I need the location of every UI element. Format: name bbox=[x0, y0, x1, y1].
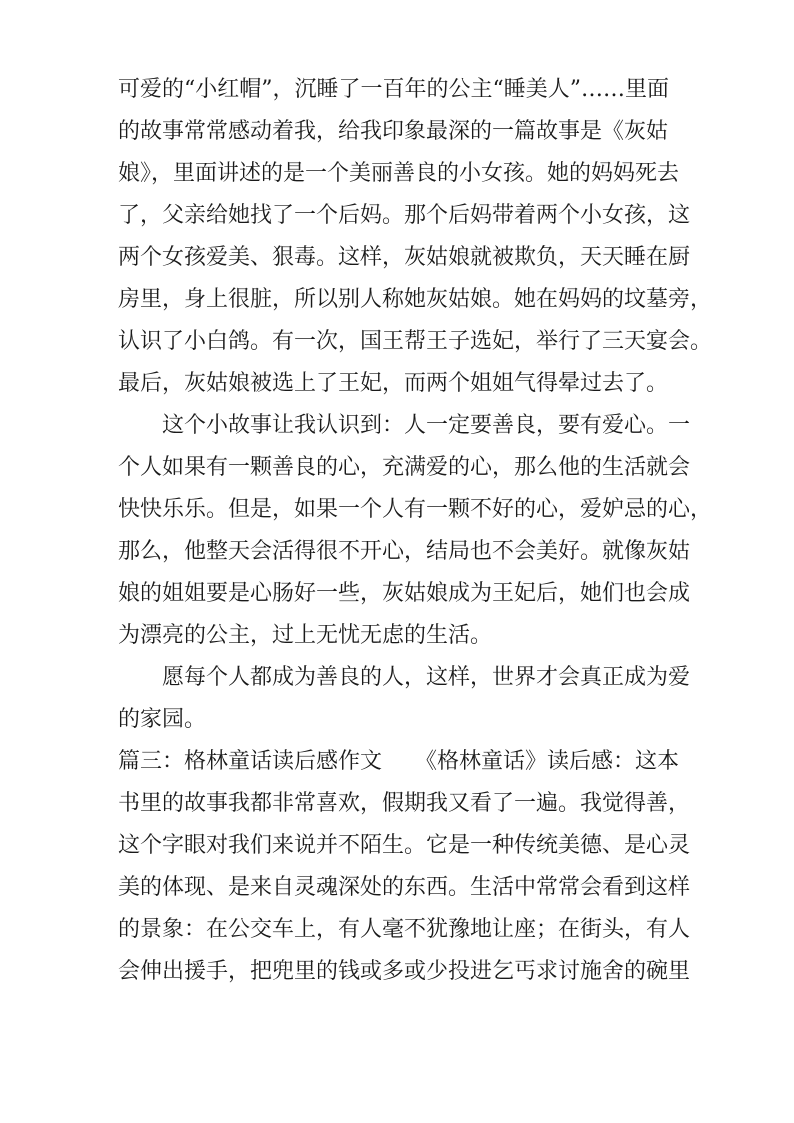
text-line: 美的体现、是来自灵魂深处的东西。生活中常常会看到这样 bbox=[118, 875, 691, 900]
text-line: 这个字眼对我们来说并不陌生。它是一种传统美德、是心灵 bbox=[118, 833, 691, 858]
text-line: 会伸出援手，把兜里的钱或多或少投进乞丐求讨施舍的碗里 bbox=[118, 959, 691, 984]
text-line: 书里的故事我都非常喜欢，假期我又看了一遍。我觉得善， bbox=[118, 791, 691, 816]
text-line: 的故事常常感动着我，给我印象最深的一篇故事是《灰姑 bbox=[118, 119, 669, 144]
text-line: 为漂亮的公主，过上无忧无虑的生活。 bbox=[118, 623, 493, 648]
text-line: 两个女孩爱美、狠毒。这样，灰姑娘就被欺负，天天睡在厨 bbox=[118, 245, 691, 270]
text-line: 的景象：在公交车上，有人毫不犹豫地让座；在街头，有人 bbox=[118, 917, 691, 942]
text-line: 那么，他整天会活得很不开心，结局也不会美好。就像灰姑 bbox=[118, 539, 691, 564]
text-line: 最后，灰姑娘被选上了王妃，而两个姐姐气得晕过去了。 bbox=[118, 371, 669, 396]
text-line: 快快乐乐。但是，如果一个人有一颗不好的心，爱妒忌的心， bbox=[118, 497, 713, 522]
text-line: 可爱的“小红帽”，沉睡了一百年的公主“睡美人”……里面 bbox=[118, 77, 669, 102]
text-line: 个人如果有一颗善良的心，充满爱的心，那么他的生活就会 bbox=[118, 455, 691, 480]
paragraph-first-line: 愿每个人都成为善良的人，这样，世界才会真正成为爱 bbox=[162, 665, 691, 690]
text-line: 的家园。 bbox=[118, 707, 207, 732]
text-line: 房里，身上很脏，所以别人称她灰姑娘。她在妈妈的坟墓旁， bbox=[118, 287, 713, 312]
text-line: 娘》，里面讲述的是一个美丽善良的小女孩。她的妈妈死去 bbox=[118, 161, 680, 186]
paragraph-first-line: 这个小故事让我认识到：人一定要善良，要有爱心。一 bbox=[162, 413, 691, 438]
text-line: 认识了小白鸽。有一次，国王帮王子选妃，举行了三天宴会。 bbox=[118, 329, 713, 354]
text-line: 娘的姐姐要是心肠好一些，灰姑娘成为王妃后，她们也会成 bbox=[118, 581, 691, 606]
text-line: 了，父亲给她找了一个后妈。那个后妈带着两个小女孩，这 bbox=[118, 203, 691, 228]
section-heading-line: 篇三：格林童话读后感作文 《格林童话》读后感：这本 bbox=[118, 749, 680, 774]
